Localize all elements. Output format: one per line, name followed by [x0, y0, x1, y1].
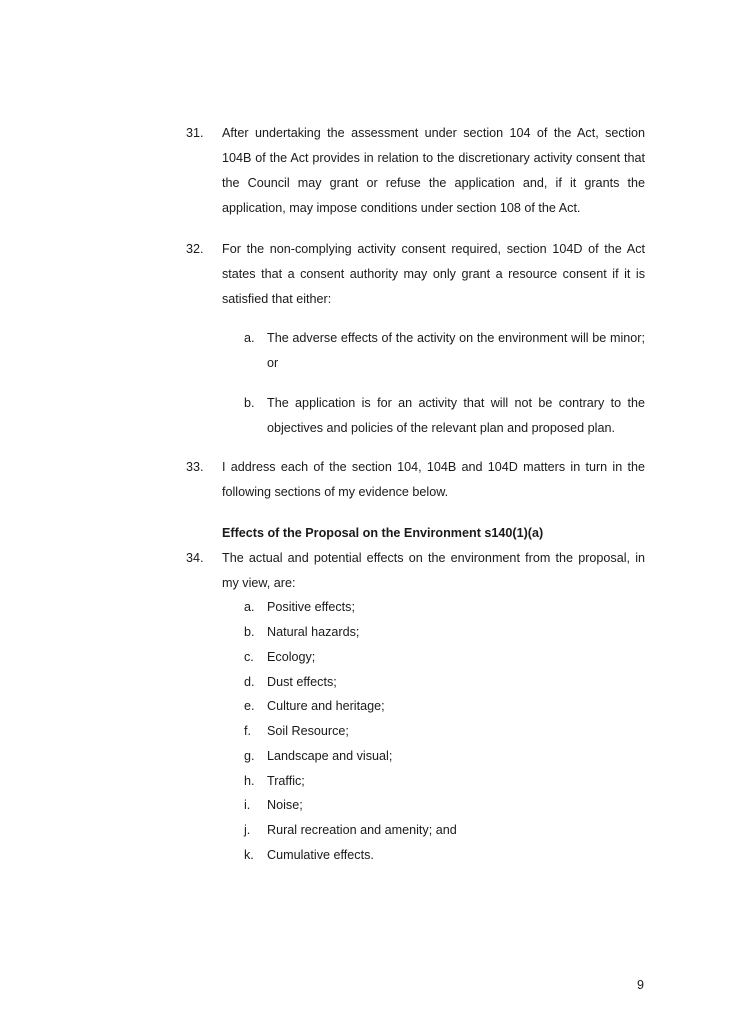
list-item	[0, 694, 732, 719]
list-item-text: Noise;	[267, 798, 303, 812]
list-item-letter: a.	[244, 600, 255, 614]
list-item-letter: k.	[244, 848, 254, 862]
list-item-letter: j.	[244, 823, 251, 837]
list-item	[0, 645, 732, 670]
page-number: 9	[637, 978, 645, 992]
paragraph-text: I address each of the section 104, 104B and 104D matters in turn in the following sections of my evidence below.	[222, 460, 645, 499]
sub-item-text: The application is for an activity that will not be contrary to the objectives and policies of the relevant plan and proposed plan.	[267, 396, 645, 435]
paragraph-number: 33.	[186, 460, 204, 474]
list-item	[0, 670, 732, 695]
list-item-letter: d.	[244, 675, 255, 689]
list-item-letter: b.	[244, 625, 255, 639]
list-item-letter: c.	[244, 650, 254, 664]
list-item	[0, 620, 732, 645]
list-item-text: Dust effects;	[267, 675, 337, 689]
list-item	[0, 793, 732, 818]
list-item	[0, 595, 732, 620]
list-item	[0, 818, 732, 843]
list-item-text: Rural recreation and amenity; and	[267, 823, 457, 837]
section-heading: Effects of the Proposal on the Environment s140(1)(a)	[222, 526, 544, 540]
list-item-text: Natural hazards;	[267, 625, 360, 639]
list-item	[0, 843, 732, 868]
list-item-letter: f.	[244, 724, 251, 738]
paragraph-text: After undertaking the assessment under section 104 of the Act, section 104B of the Act provides in relation to the discretionary activity consent that the Council may grant or refuse the application and, if it grants the application, may impose conditions under section 108 of the Act.	[222, 126, 645, 215]
list-item	[0, 769, 732, 794]
list-item-letter: g.	[244, 749, 255, 763]
list-item-text: Cumulative effects.	[267, 848, 374, 862]
list-item-letter: h.	[244, 774, 255, 788]
list-item	[0, 719, 732, 744]
list-item-letter: e.	[244, 699, 255, 713]
sub-item-text: The adverse effects of the activity on the environment will be minor; or	[267, 331, 645, 370]
paragraph-number: 31.	[186, 126, 204, 140]
list-item	[0, 744, 732, 769]
list-item-letter: i.	[244, 798, 251, 812]
paragraph-number: 34.	[186, 551, 204, 565]
paragraph-text: For the non-complying activity consent required, section 104D of the Act states that a consent authority may only grant a resource consent if it is satisfied that either:	[222, 242, 645, 306]
list-item-text: Traffic;	[267, 774, 305, 788]
sub-item-letter: a.	[244, 331, 255, 345]
list-item-text: Culture and heritage;	[267, 699, 385, 713]
sub-item-letter: b.	[244, 396, 255, 410]
paragraph-number: 32.	[186, 242, 204, 256]
list-item-text: Soil Resource;	[267, 724, 349, 738]
list-item-text: Ecology;	[267, 650, 316, 664]
list-item-text: Positive effects;	[267, 600, 355, 614]
list-item-text: Landscape and visual;	[267, 749, 393, 763]
paragraph-text: The actual and potential effects on the environment from the proposal, in my view, are:	[222, 551, 645, 590]
